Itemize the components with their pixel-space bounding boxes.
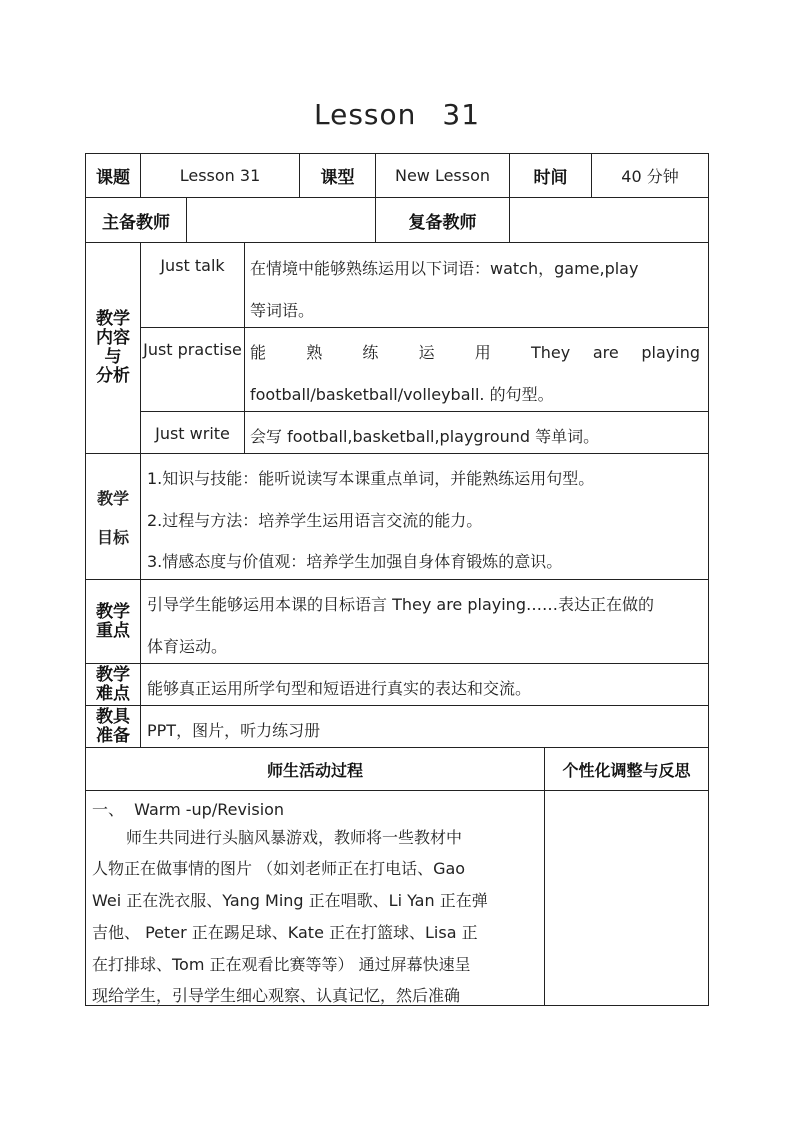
just-talk-line2: 等词语。 [250,301,315,320]
content-label [86,243,140,453]
review-teacher-label: 复备教师 [408,212,477,233]
goals-line-1: 1.知识与技能：能听说读写本课重点单词，并能熟练运用句型。 [147,469,595,488]
keypoints-label [86,580,140,663]
table-line [85,453,709,454]
just-write-line1: 会写 football,basketball,playground 等单词。 [250,427,600,446]
table-line [85,705,709,706]
process-line-5: 在打排球、Tom 正在观看比赛等等） 通过屏幕快速呈 [92,955,471,974]
just-write-label: Just write [155,424,230,443]
label-line: 教具 [96,706,130,727]
process-line-1: 师生共同进行头脑风暴游戏，教师将一些教材中 [126,828,463,847]
just-practise-line2: football/basketball/volleyball. 的句型。 [250,385,554,404]
difficulties-text: 能够真正运用所学句型和短语进行真实的表达和交流。 [147,679,532,698]
type-label: 课型 [320,168,355,188]
table-line [140,327,709,328]
topic-value: Lesson 31 [179,166,261,185]
label-line: 教学 [96,309,130,329]
process-header-right: 个性化调整与反思 [562,760,691,780]
label-line: 难点 [96,683,130,704]
main-teacher-value [187,198,375,242]
table-line [244,242,245,453]
title-number: 31 [442,98,481,131]
difficulties-label [86,664,140,705]
tools-label [86,706,140,747]
main-teacher-label: 主备教师 [102,212,170,233]
just-talk-line1: 在情境中能够熟练运用以下词语：watch，game,play [250,259,639,278]
process-heading: 一、 Warm -up/Revision [92,800,285,819]
keypoints-line1: 引导学生能够运用本课的目标语言 They are playing……表达正在做的 [147,595,654,614]
just-practise-line1: 能 熟 练 运 用 They are playing [250,343,700,362]
type-value: New Lesson [394,166,491,185]
process-line-4: 吉他、 Peter 正在踢足球、Kate 正在打篮球、Lisa 正 [92,923,478,942]
label-line: 内容 [96,328,130,348]
goals-label-top: 教学 [96,489,129,508]
time-value: 40 分钟 [621,167,679,186]
label-line: 准备 [96,725,130,746]
label-line: 重点 [96,620,130,641]
keypoints-line2: 体育运动。 [147,637,228,656]
title-word: Lesson [313,98,417,131]
goals-line-3: 3.情感态度与价值观：培养学生加强自身体育锻炼的意识。 [147,552,563,571]
table-line [85,790,709,791]
time-label: 时间 [533,168,568,188]
label-line: 教学 [96,664,130,685]
table-line [140,242,141,747]
table-line [708,153,709,1006]
label-line: 分析 [96,366,130,386]
label-line: 与 [104,347,122,367]
process-line-6: 现给学生，引导学生细心观察、认真记忆，然后准确 [92,986,461,1005]
process-line-2: 人物正在做事情的图片 （如刘老师正在打电话、Gao [92,859,466,878]
table-line [85,663,709,664]
just-talk-label: Just talk [160,256,225,275]
table-line [85,242,709,243]
process-header-left: 师生活动过程 [266,760,363,780]
review-teacher-value [510,198,708,242]
just-practise-label: Just practise [143,340,242,359]
process-line-3: Wei 正在洗衣服、Yang Ming 正在唱歌、Li Yan 正在弹 [92,891,488,910]
table-line [85,579,709,580]
label-line: 教学 [96,601,130,622]
tools-text: PPT，图片，听力练习册 [147,721,321,740]
topic-label: 课题 [96,168,130,188]
table-line [140,411,709,412]
goals-line-2: 2.过程与方法：培养学生运用语言交流的能力。 [147,511,483,530]
goals-label-bottom: 目标 [96,528,129,547]
